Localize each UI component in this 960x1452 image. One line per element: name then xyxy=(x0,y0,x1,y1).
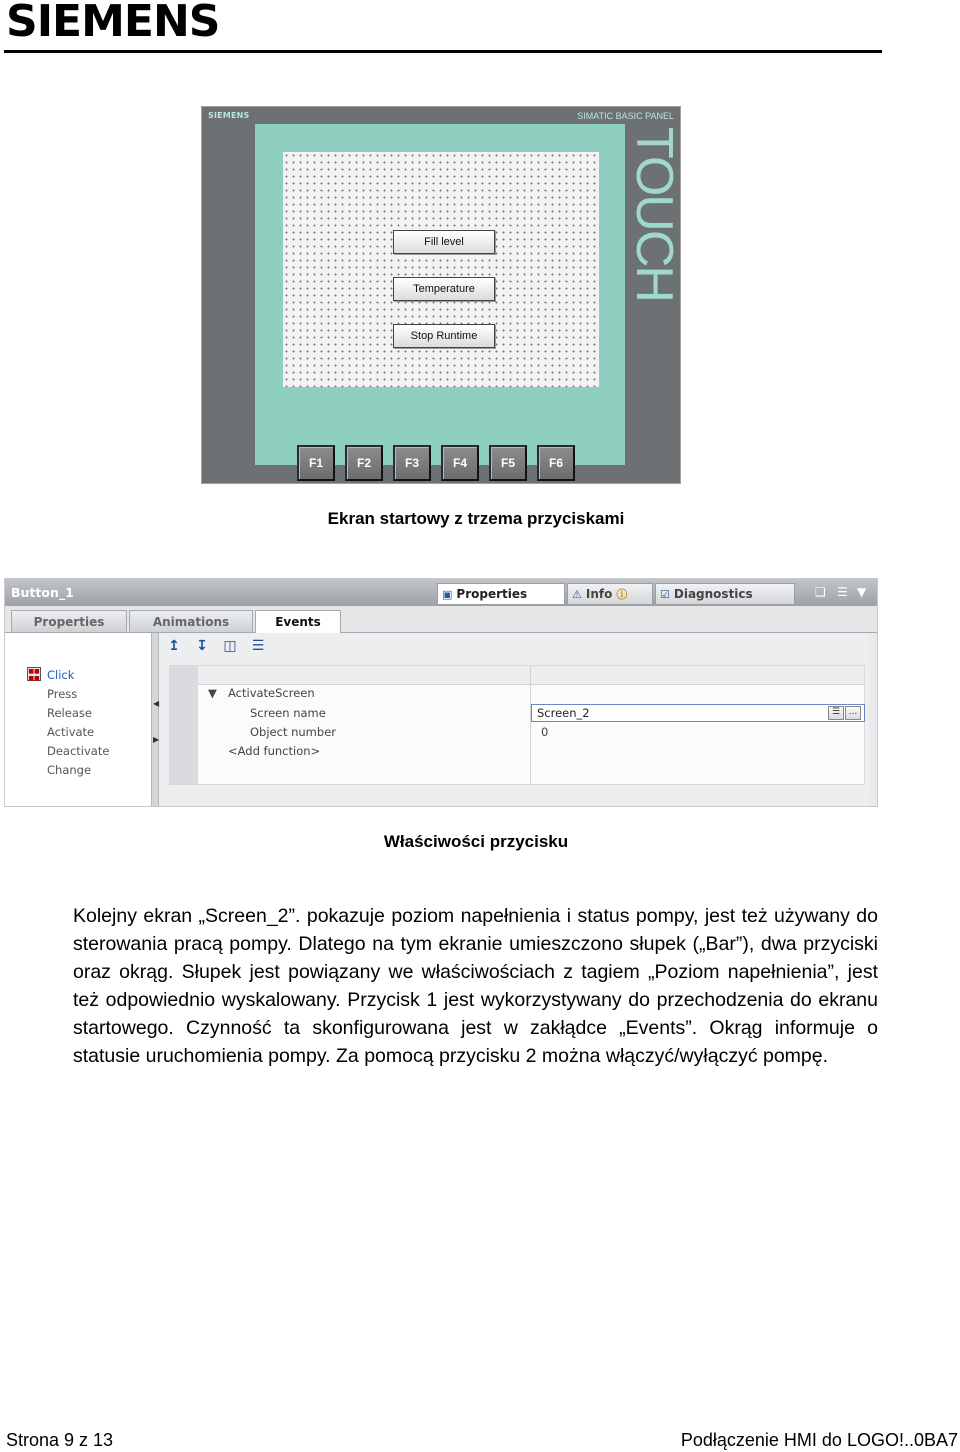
screen-name-value: Screen_2 xyxy=(537,706,590,720)
screen-name-value-field[interactable] xyxy=(531,704,865,722)
panel-touch-label: TOUCH xyxy=(625,127,683,301)
properties-icon: ▣ xyxy=(442,587,453,601)
tab-info-label: Info xyxy=(585,587,613,601)
tab-info[interactable] xyxy=(567,583,653,605)
add-function-item[interactable]: <Add function> xyxy=(228,744,321,758)
event-deactivate[interactable]: Deactivate xyxy=(47,743,110,758)
fkey-f1[interactable]: F1 xyxy=(297,445,335,481)
panel-screen-frame xyxy=(255,124,625,470)
collapse-icon[interactable]: ▼ xyxy=(857,585,867,599)
object-number-value[interactable]: 0 xyxy=(541,725,549,739)
splitter-right-arrow-icon[interactable]: ▶ xyxy=(153,735,160,744)
properties-inspector-image xyxy=(4,578,878,807)
move-down-icon[interactable]: ↧ xyxy=(196,638,208,654)
siemens-logo: SIEMENS xyxy=(6,0,220,47)
tag-list-icon[interactable]: ☰ xyxy=(828,706,844,720)
diagnostics-icon: ☑ xyxy=(660,587,670,601)
subtab-properties[interactable]: Properties xyxy=(11,610,127,632)
panel-brand-label: SIEMENS xyxy=(208,111,250,120)
info-tab-icon: ⚠ xyxy=(572,587,582,601)
param-screen-name: Screen name xyxy=(250,706,326,720)
restore-icon[interactable]: ❏ xyxy=(815,585,826,599)
inspector-scroll-strip xyxy=(869,633,877,807)
tab-properties-top-label: Properties xyxy=(456,587,528,601)
hmi-screen-area xyxy=(283,152,599,387)
list-icon[interactable]: ☰ xyxy=(251,638,265,654)
fkey-f2[interactable]: F2 xyxy=(345,445,383,481)
tab-diagnostics[interactable] xyxy=(655,583,795,605)
collapse-arrow-icon[interactable]: ▼ xyxy=(208,686,217,700)
function-activatescreen[interactable]: ActivateScreen xyxy=(228,686,315,700)
event-press[interactable]: Press xyxy=(47,686,78,701)
event-change[interactable]: Change xyxy=(47,762,92,777)
panel-model-label: SIMATIC BASIC PANEL xyxy=(577,111,674,121)
function-list-gutter xyxy=(170,666,198,784)
script-icon[interactable]: ◫ xyxy=(223,638,237,654)
hmi-button-stop-runtime[interactable]: Stop Runtime xyxy=(393,324,495,348)
panel-splitter[interactable] xyxy=(151,633,159,807)
event-release[interactable]: Release xyxy=(47,705,92,720)
splitter-left-arrow-icon[interactable]: ◀ xyxy=(153,699,160,708)
click-event-icon: ■■ ■■ xyxy=(28,668,40,682)
tab-diagnostics-label: Diagnostics xyxy=(673,587,753,601)
tab-properties-top[interactable] xyxy=(437,583,565,605)
fkey-f5[interactable]: F5 xyxy=(489,445,527,481)
figure-caption-start-screen: Ekran startowy z trzema przyciskami xyxy=(327,509,625,528)
hmi-button-temperature[interactable]: Temperature xyxy=(393,277,495,301)
info-icon: ⓘ xyxy=(616,588,628,601)
event-click-label: Click xyxy=(47,667,75,682)
hmi-panel-image xyxy=(201,106,681,484)
subtab-animations[interactable]: Animations xyxy=(129,610,253,632)
hmi-button-fill-level[interactable]: Fill level xyxy=(393,230,495,254)
move-up-icon[interactable]: ↥ xyxy=(168,638,180,654)
fkey-f3[interactable]: F3 xyxy=(393,445,431,481)
footer-page-number: Strona 9 z 13 xyxy=(6,1430,114,1450)
function-toolbar xyxy=(165,637,267,655)
header-rule xyxy=(4,50,882,53)
event-list xyxy=(5,633,151,807)
function-keys xyxy=(297,445,575,481)
subtab-events[interactable]: Events xyxy=(255,610,341,633)
function-list-table xyxy=(169,665,865,785)
browse-button[interactable]: ... xyxy=(845,706,861,720)
event-click[interactable] xyxy=(5,665,145,684)
footer-document-title: Podłączenie HMI do LOGO!..0BA7 xyxy=(680,1430,958,1450)
function-list-header xyxy=(198,666,864,685)
menu-icon[interactable]: ☰ xyxy=(837,585,848,599)
body-paragraph: Kolejny ekran „Screen_2”. pokazuje poziom napełnienia i status pompy, jest też używany do sterowania pracą pompy. Dlatego na tym ekranie umieszczono słupek („Bar”), dwa przyciski oraz okrąg. Słupek jest powiązany we właściwościach z tagiem „Poziom napełnienia”, jest też odpowiednio wyskalowany. Przycisk 1 jest wykorzystywany do przechodzenia do ekranu startowego. Czynność ta skonfigurowana jest w zakłądce „Events”. Okrąg informuje o statusie uruchomienia pompy. Za pomocą przycisku 2 można włączyć/wyłączyć pompę. xyxy=(73,905,878,1067)
column-divider xyxy=(530,666,531,784)
fkey-f4[interactable]: F4 xyxy=(441,445,479,481)
fkey-f6[interactable]: F6 xyxy=(537,445,575,481)
event-activate[interactable]: Activate xyxy=(47,724,95,739)
figure-caption-button-properties: Właściwości przycisku xyxy=(383,832,569,851)
inspector-title: Button_1 xyxy=(11,585,74,600)
param-object-number: Object number xyxy=(250,725,336,739)
